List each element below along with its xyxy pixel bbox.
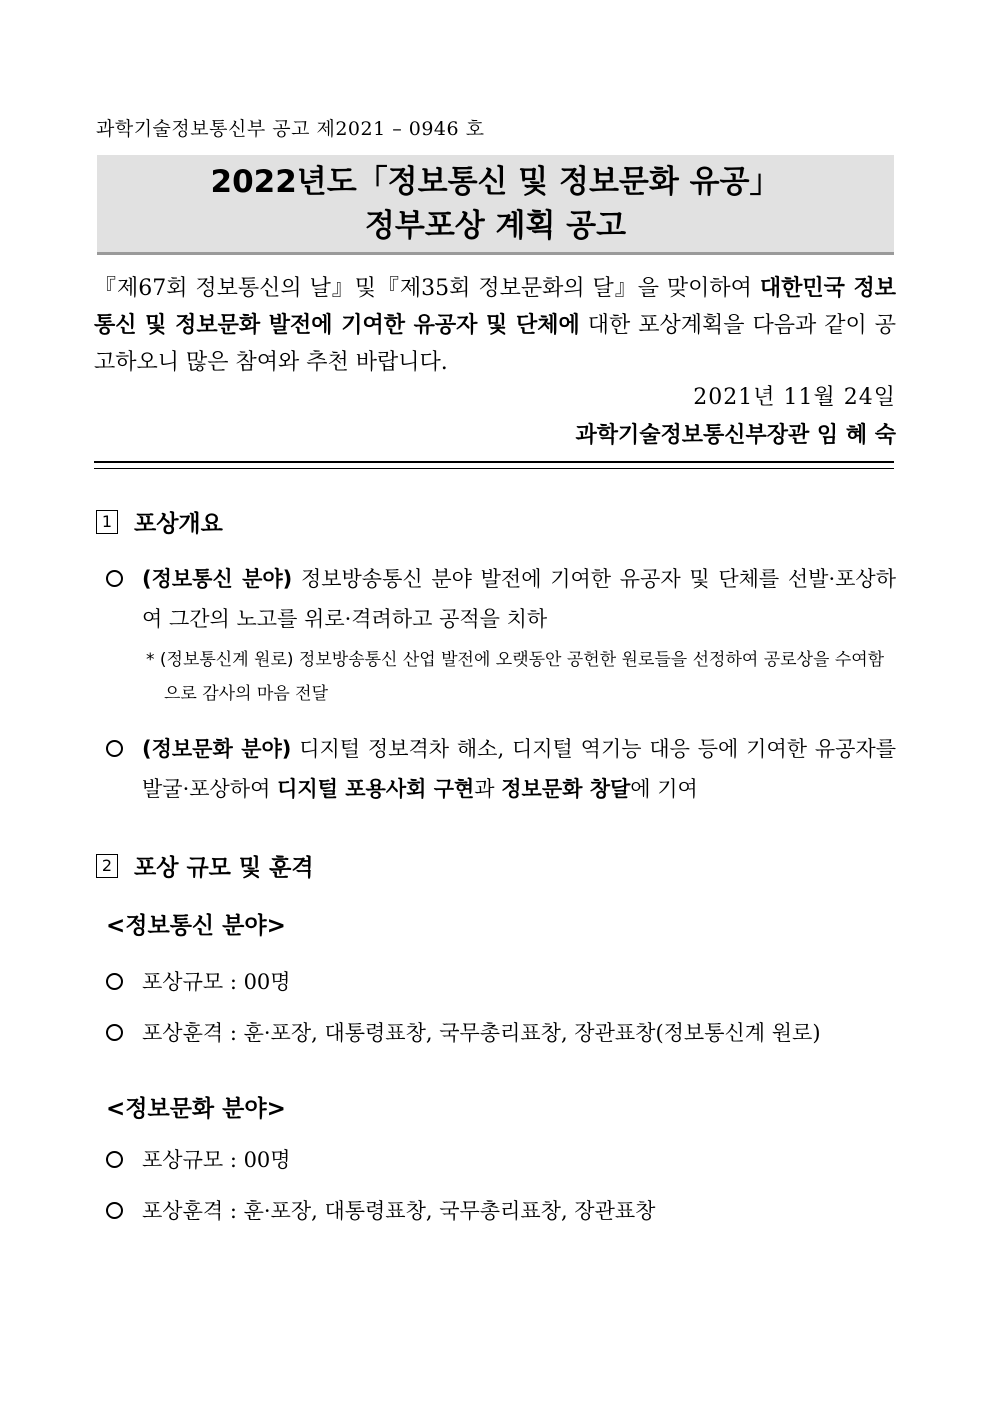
intro-text-2: 대한 포상계획을 다음과 같이 공고하오니 많은 참여와 추천 바랍니다.: [94, 313, 897, 375]
divider-line-top: [94, 461, 894, 463]
bullet-body: 과: [474, 777, 502, 801]
signer-name: 과학기술정보통신부장관 임 혜 숙: [575, 423, 896, 448]
title-line-1: 2022년도「정보통신 및 정보문화 유공」: [210, 163, 781, 200]
circle-bullet-icon: [106, 570, 123, 587]
subsection-heading: <정보통신 분야>: [106, 913, 286, 939]
bullet-text: [142, 729, 896, 809]
circle-bullet-icon: [106, 973, 123, 990]
bullet-text: [142, 559, 896, 639]
announcement-date: 2021년 11월 24일: [693, 385, 896, 410]
notice-number: 과학기술정보통신부 공고 제2021 – 0946 호: [96, 118, 485, 140]
section-title: 포상개요: [134, 511, 223, 537]
bullet-body: 정보방송통신 분야 발전에 기여한 유공자 및 단체를 선발·포상하여 그간의 노고를 위로·격려하고 공적을 치하: [142, 567, 896, 631]
circle-bullet-icon: [106, 1024, 123, 1041]
bullet-emphasis: 정보문화 창달: [501, 777, 631, 801]
bullet-label: (정보통신 분야): [142, 567, 293, 591]
section-title: 포상 규모 및 훈격: [134, 855, 314, 881]
section-number-box: 2: [96, 854, 118, 878]
bullet-item: [106, 559, 896, 639]
section-number-box: 1: [96, 510, 118, 534]
bullet-label: (정보문화 분야): [142, 737, 292, 761]
bullet-item: [106, 1013, 896, 1053]
bullet-item: [106, 1140, 896, 1180]
bullet-text: 포상훈격 : 훈·포장, 대통령표창, 국무총리표창, 장관표창: [142, 1199, 656, 1223]
intro-paragraph: [94, 270, 896, 381]
intro-text-1: 『제67회 정보통신의 날』및『제35회 정보문화의 달』을 맞이하여: [94, 276, 760, 301]
bullet-body: 디지털 정보격차 해소, 디지털 역기능 대응 등에 기여한 유공자를 발굴·포상하여: [142, 737, 896, 801]
bullet-item: [106, 1191, 896, 1231]
intro-text-bold: 대한민국 정보통신 및 정보문화 발전에 기여한 유공자 및 단체에: [94, 276, 896, 338]
circle-bullet-icon: [106, 1151, 123, 1168]
title-line-2: 정부포상 계획 공고: [364, 207, 627, 244]
bullet-text: 포상규모 : 00명: [142, 970, 291, 994]
footnote: [146, 643, 896, 711]
bullet-emphasis: 디지털 포용사회 구현: [277, 777, 475, 801]
section-1-heading: [96, 505, 223, 538]
circle-bullet-icon: [106, 740, 123, 757]
bullet-text: 포상훈격 : 훈·포장, 대통령표창, 국무총리표창, 장관표창(정보통신계 원로): [142, 1021, 821, 1045]
subsection-heading: <정보문화 분야>: [106, 1096, 286, 1122]
bullet-text: 포상규모 : 00명: [142, 1148, 291, 1172]
circle-bullet-icon: [106, 1202, 123, 1219]
divider-line-bottom: [94, 468, 894, 469]
title-box: [97, 155, 894, 255]
bullet-item: [106, 729, 896, 809]
section-2-heading: [96, 849, 314, 882]
bullet-item: [106, 962, 896, 1002]
footnote-text: * (정보통신계 원로) 정보방송통신 산업 발전에 오랫동안 공헌한 원로들을 선정하여 공로상을 수여함으로 감사의 마음 전달: [146, 650, 885, 704]
bullet-body: 에 기여: [630, 777, 698, 801]
